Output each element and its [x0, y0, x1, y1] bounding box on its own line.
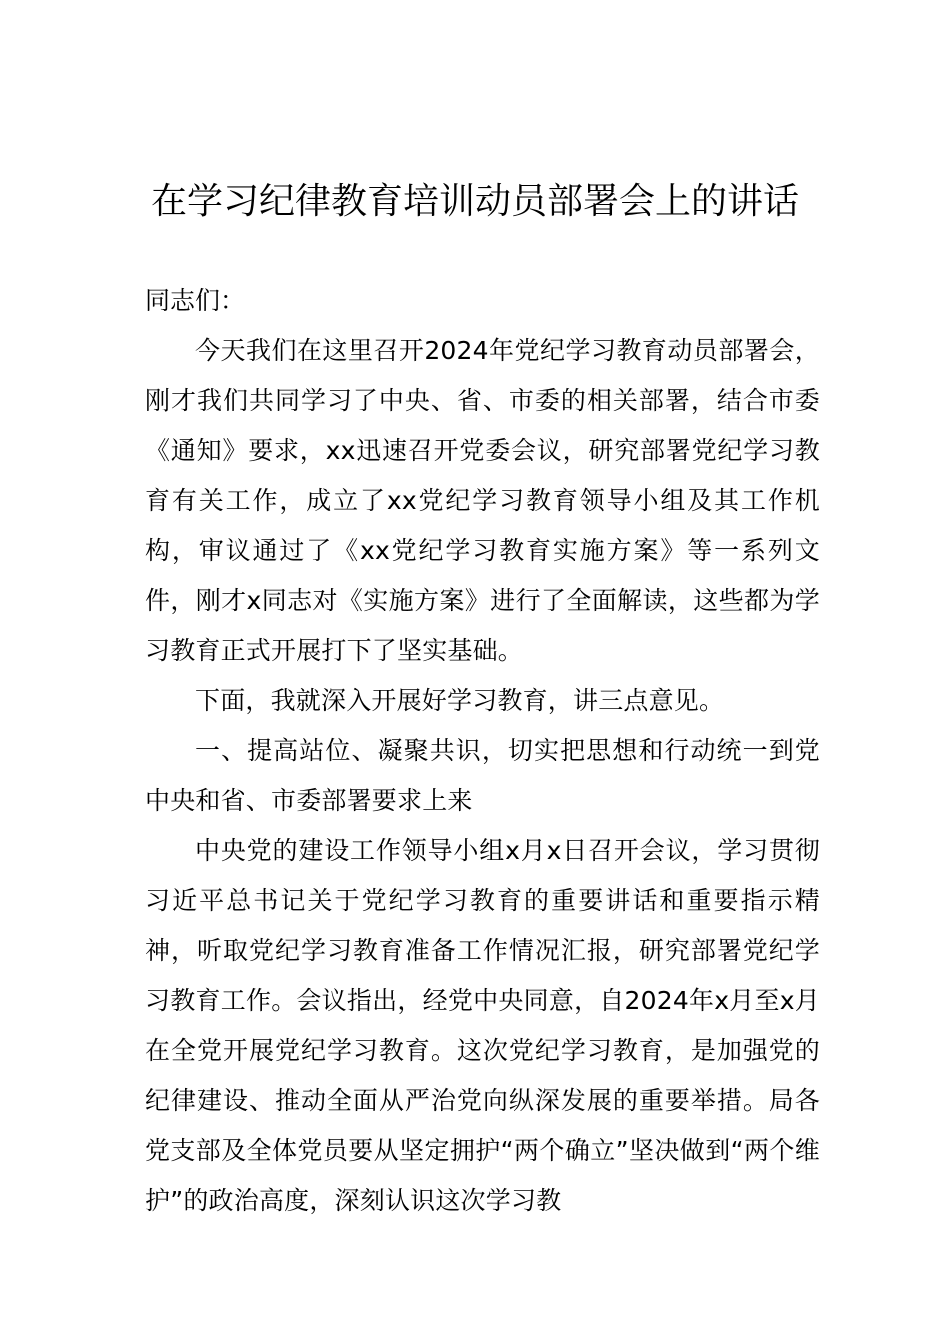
- paragraph-opening: 今天我们在这里召开2024年党纪学习教育动员部署会，刚才我们共同学习了中央、省、市委的相关部署，结合市委《通知》要求，xx迅速召开党委会议，研究部署党纪学习教育有关工作，成立了xx党纪学习教育领导小组及其工作机构，审议通过了《xx党纪学习教育实施方案》等一系列文件，刚才x同志对《实施方案》进行了全面解读，这些都为学习教育正式开展打下了坚实基础。: [145, 336, 820, 665]
- paragraph-section-one: 中央党的建设工作领导小组x月x日召开会议，学习贯彻习近平总书记关于党纪学习教育的重要讲话和重要指示精神，听取党纪学习教育准备工作情况汇报，研究部署党纪学习教育工作。会议指出，经党中央同意，自2024年x月至x月在全党开展党纪学习教育。这次党纪学习教育，是加强党的纪律建设、推动全面从严治党向纵深发展的重要举措。局各党支部及全体党员要从坚定拥护“两个确立”坚决做到“两个维护”的政治高度，深刻认识这次学习教: [145, 836, 820, 1215]
- document-body: [145, 326, 820, 1226]
- paragraph-intro: 下面，我就深入开展好学习教育，讲三点意见。: [195, 686, 725, 715]
- salutation: 同志们：: [145, 286, 246, 315]
- document-title: 在学习纪律教育培训动员部署会上的讲话: [150, 181, 799, 222]
- section-heading-one: 一、提高站位、凝聚共识，切实把思想和行动统一到党中央和省、市委部署要求上来: [145, 736, 820, 815]
